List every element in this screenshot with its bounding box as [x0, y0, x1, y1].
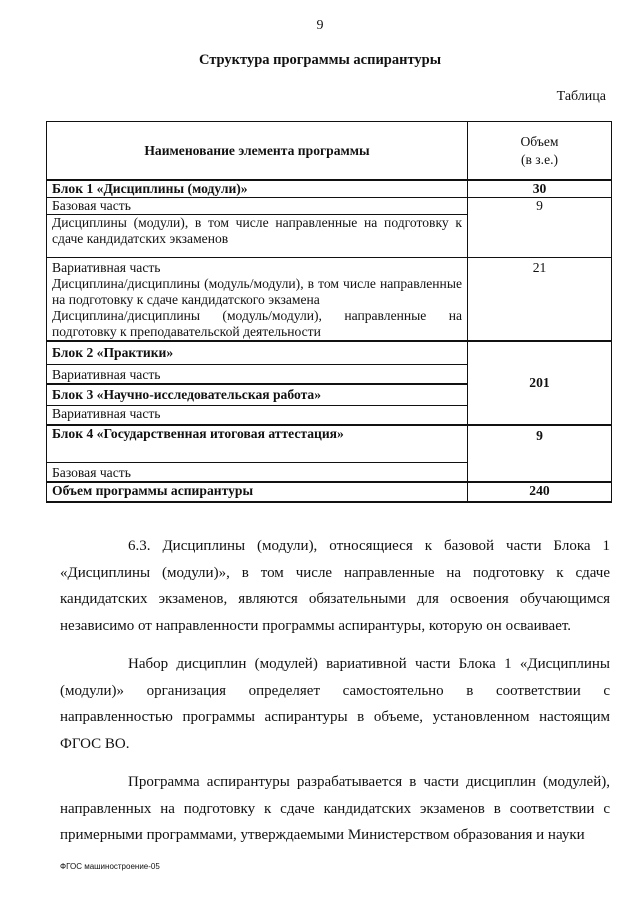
table-header-row	[47, 122, 612, 181]
block1-base-value: 9	[468, 198, 612, 258]
block4-value: 9	[468, 425, 612, 482]
table-row	[47, 198, 612, 215]
header-volume-unit: (в з.е.)	[520, 151, 559, 167]
paragraph: Набор дисциплин (модулей) вариативной части Блока 1 «Дисциплины (модули)» организация определяет самостоятельно в соответствии с направленностью программы аспирантуры в объеме, установленном настоящим ФГОС ВО.	[60, 656, 610, 752]
table-row	[47, 258, 612, 342]
block3-variable-part: Вариативная часть	[47, 406, 468, 426]
table-row	[47, 482, 612, 502]
header-volume-cell	[468, 122, 612, 181]
block4-base-part: Базовая часть	[47, 463, 468, 483]
body-text	[60, 533, 610, 861]
block2-label: Блок 2 «Практики»	[47, 341, 468, 365]
block1-variable-desc2: Дисциплина/дисциплины (модуль/модули), направленные на подготовку к преподавательской деятельности	[52, 308, 462, 339]
table-row	[47, 425, 612, 463]
table-row	[47, 180, 612, 198]
block1-variable-value: 21	[468, 258, 612, 342]
block4-label: Блок 4 «Государственная итоговая аттестация»	[47, 425, 468, 463]
page-number: 9	[316, 18, 324, 33]
header-volume-label: Объем	[520, 133, 559, 149]
paragraph: 6.3. Дисциплины (модули), относящиеся к базовой части Блока 1 «Дисциплины (модули)», в том числе направленные на подготовку к сдаче кандидатских экзаменов, являются обязательными для освоения обучающимся независимо от направленности программы аспирантуры, которую он осваивает.	[60, 538, 610, 634]
paragraph: Программа аспирантуры разрабатывается в части дисциплин (модулей), направленных на подготовку к сдаче кандидатских экзаменов в соответствии с примерными программами, утверждаемыми Министерством образования и науки	[60, 774, 610, 843]
block2-variable-part: Вариативная часть	[47, 365, 468, 385]
block1-variable-cell	[47, 258, 468, 342]
table-row	[47, 341, 612, 365]
block1-base-part: Базовая часть	[47, 198, 468, 215]
block1-base-desc: Дисциплины (модули), в том числе направленные на подготовку к сдаче кандидатских экзаменов	[47, 215, 468, 258]
total-value: 240	[468, 482, 612, 502]
block3-label: Блок 3 «Научно-исследовательская работа»	[47, 384, 468, 406]
header-name-cell: Наименование элемента программы	[47, 122, 468, 181]
table-caption: Таблица	[556, 89, 606, 104]
footer-note: ФГОС машиностроение-05	[60, 862, 160, 871]
total-label: Объем программы аспирантуры	[47, 482, 468, 502]
block1-variable-desc1: Дисциплина/дисциплины (модуль/модули), в том числе направленные на подготовку к сдаче кандидатского экзамена	[52, 276, 462, 307]
document-title: Структура программы аспирантуры	[198, 52, 442, 68]
blocks-2-3-value: 201	[468, 341, 612, 425]
program-structure-table	[46, 121, 612, 503]
block1-variable-part: Вариативная часть	[52, 260, 161, 275]
block1-value: 30	[468, 180, 612, 198]
block1-label: Блок 1 «Дисциплины (модули)»	[47, 180, 468, 198]
